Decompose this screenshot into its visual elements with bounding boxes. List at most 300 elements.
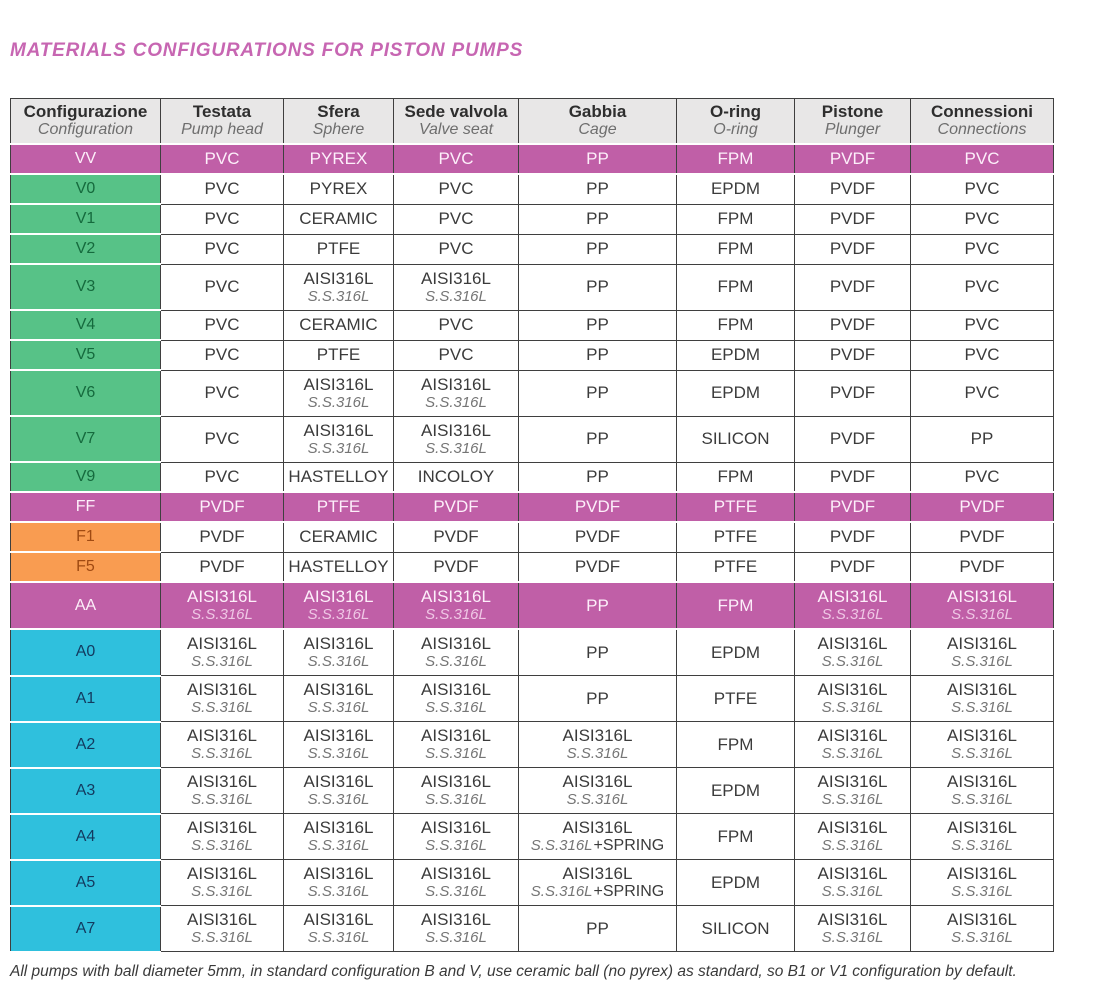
- material-name: PVC: [964, 209, 1000, 228]
- column-header-italian: O-ring: [710, 102, 761, 121]
- header-row: [11, 99, 1054, 145]
- material-name: PTFE: [713, 556, 758, 576]
- material-cell: [677, 906, 795, 952]
- material-cell: [519, 204, 677, 234]
- column-header-english: Plunger: [824, 121, 881, 138]
- material-alt-name: S.S.316L: [821, 653, 884, 670]
- material-cell: [795, 416, 911, 462]
- material-name: FPM: [717, 595, 754, 615]
- material-alt-name: S.S.316L: [821, 837, 884, 854]
- material-alt-name: S.S.316L: [566, 791, 629, 808]
- material-alt-name: S.S.316L: [425, 699, 487, 716]
- material-cell: [284, 174, 394, 204]
- material-cell: [394, 340, 519, 370]
- material-name: PVC: [964, 179, 1000, 199]
- material-cell: [911, 144, 1054, 174]
- material-name: FPM: [717, 277, 754, 296]
- material-name: PVDF: [433, 497, 479, 516]
- material-name: AISI316L: [947, 587, 1017, 606]
- material-name: PVC: [204, 179, 240, 199]
- material-name: PVDF: [829, 556, 876, 576]
- material-name: PVDF: [829, 466, 876, 486]
- material-name: EPDM: [710, 345, 761, 364]
- material-cell: [394, 144, 519, 174]
- material-cell: [394, 722, 519, 768]
- material-cell: [161, 492, 284, 522]
- material-name: PVC: [204, 239, 240, 258]
- material-cell: [161, 234, 284, 264]
- material-alt-name: S.S.316L: [425, 883, 487, 900]
- table-row: [11, 310, 1054, 340]
- material-cell: [795, 582, 911, 629]
- material-cell: [677, 492, 795, 522]
- config-cell: V1: [11, 204, 161, 234]
- material-cell: [677, 144, 795, 174]
- table-row: [11, 582, 1054, 629]
- column-header: [284, 99, 394, 145]
- material-alt-name: S.S.316L: [307, 653, 370, 670]
- material-name: AISI316L: [817, 864, 888, 883]
- material-cell: [394, 264, 519, 310]
- material-alt-name: S.S.316L: [821, 745, 884, 762]
- material-name: AISI316L: [421, 420, 491, 440]
- material-cell: [795, 906, 911, 952]
- material-name: PVC: [204, 429, 240, 448]
- material-alt-name: S.S.316L: [191, 929, 253, 946]
- material-cell: [161, 906, 284, 952]
- column-header: [677, 99, 795, 145]
- material-cell: [677, 264, 795, 310]
- material-cell: [519, 416, 677, 462]
- material-alt-name: S.S.316L: [951, 837, 1013, 854]
- material-cell: [161, 264, 284, 310]
- material-alt-name: S.S.316L: [307, 883, 370, 900]
- material-cell: [519, 310, 677, 340]
- material-name: FPM: [717, 315, 754, 334]
- material-cell: [519, 676, 677, 722]
- material-cell: [284, 860, 394, 906]
- material-name: PVDF: [829, 277, 876, 296]
- material-cell: [795, 492, 911, 522]
- material-name: PVC: [964, 466, 1000, 486]
- material-alt-name: S.S.316L: [425, 791, 487, 808]
- material-cell: [677, 234, 795, 264]
- config-cell: AA: [11, 582, 161, 629]
- table-row: [11, 340, 1054, 370]
- material-name: PVDF: [433, 556, 479, 576]
- material-cell: [911, 310, 1054, 340]
- material-name: AISI316L: [303, 420, 374, 440]
- column-header-english: Sphere: [312, 121, 365, 138]
- material-name: AISI316L: [303, 587, 374, 606]
- material-name: PVDF: [829, 179, 876, 199]
- material-alt-name: S.S.316L: [425, 606, 487, 623]
- material-cell: [795, 860, 911, 906]
- material-cell: [911, 264, 1054, 310]
- config-cell: V2: [11, 234, 161, 264]
- table-row: [11, 552, 1054, 582]
- material-cell: [911, 416, 1054, 462]
- config-cell: V0: [11, 174, 161, 204]
- material-name: PVC: [964, 149, 1000, 168]
- material-alt-name: S.S.316L: [191, 883, 253, 900]
- material-name: PP: [586, 345, 609, 364]
- material-cell: [795, 310, 911, 340]
- material-alt-name: S.S.316L: [191, 745, 253, 762]
- material-cell: [394, 906, 519, 952]
- material-cell: [795, 264, 911, 310]
- material-cell: [795, 676, 911, 722]
- material-name: PVDF: [829, 383, 876, 402]
- material-name: PTFE: [316, 239, 361, 258]
- material-name: AISI316L: [187, 634, 257, 653]
- material-name: PTFE: [713, 527, 758, 547]
- material-cell: [677, 676, 795, 722]
- material-cell: [161, 462, 284, 492]
- material-cell: [795, 629, 911, 676]
- material-name: AISI316L: [817, 818, 888, 837]
- material-cell: [795, 814, 911, 860]
- material-name: AISI316L: [817, 726, 888, 745]
- material-name: AISI316L: [303, 374, 374, 394]
- material-alt-name: S.S.316L: [307, 439, 370, 457]
- material-name: AISI316L: [421, 634, 491, 653]
- material-cell: [911, 204, 1054, 234]
- material-cell: [795, 462, 911, 492]
- material-cell: [911, 234, 1054, 264]
- material-alt-name: S.S.316L: [191, 791, 253, 808]
- material-name: PYREX: [309, 179, 368, 199]
- config-cell: A4: [11, 814, 161, 860]
- material-name: PP: [586, 642, 609, 662]
- config-cell: V4: [11, 310, 161, 340]
- material-name: PP: [586, 918, 609, 938]
- table-row: [11, 629, 1054, 676]
- material-name: AISI316L: [303, 726, 374, 745]
- material-cell: [911, 582, 1054, 629]
- material-cell: [394, 768, 519, 814]
- material-cell: [911, 340, 1054, 370]
- material-name: AISI316L: [947, 680, 1017, 699]
- material-alt-name: S.S.316L: [307, 606, 370, 623]
- material-cell: [161, 370, 284, 416]
- material-name: PVC: [438, 149, 474, 168]
- material-alt-name: S.S.316L: [951, 745, 1013, 762]
- material-name: PP: [586, 239, 609, 258]
- material-name: PVDF: [829, 209, 876, 228]
- material-cell: [677, 814, 795, 860]
- table-row: [11, 204, 1054, 234]
- material-cell: [519, 234, 677, 264]
- material-name: AISI316L: [187, 864, 257, 883]
- material-name: AISI316L: [817, 587, 888, 606]
- material-cell: [911, 629, 1054, 676]
- material-name: PVC: [204, 383, 240, 402]
- material-name: AISI316L: [947, 772, 1017, 791]
- material-name: PVDF: [829, 315, 876, 334]
- table-row: [11, 416, 1054, 462]
- material-cell: [284, 768, 394, 814]
- material-name: CERAMIC: [299, 209, 378, 228]
- material-cell: [161, 144, 284, 174]
- material-name: FPM: [717, 239, 754, 258]
- material-cell: [284, 416, 394, 462]
- material-name: AISI316L: [303, 680, 374, 699]
- material-name: SILICON: [701, 429, 770, 448]
- material-cell: [911, 522, 1054, 552]
- column-header-english: Pump head: [181, 121, 263, 138]
- material-name: AISI316L: [562, 864, 633, 883]
- material-name: AISI316L: [303, 634, 374, 653]
- material-cell: [284, 204, 394, 234]
- material-cell: [677, 860, 795, 906]
- material-name: PVDF: [829, 149, 876, 168]
- material-name: PVDF: [829, 429, 876, 448]
- material-name: PVDF: [959, 556, 1005, 576]
- column-header: [11, 99, 161, 145]
- config-cell: A3: [11, 768, 161, 814]
- material-cell: [394, 310, 519, 340]
- material-name: PVC: [204, 345, 240, 364]
- material-alt-name: S.S.316L: [307, 791, 370, 808]
- material-alt-name: S.S.316L: [425, 393, 487, 411]
- material-cell: [677, 582, 795, 629]
- material-name: PVDF: [574, 527, 621, 547]
- material-cell: [911, 906, 1054, 952]
- material-cell: [284, 492, 394, 522]
- material-name: PVC: [964, 239, 1000, 258]
- material-name: PVC: [204, 466, 240, 486]
- material-name: PVC: [438, 345, 474, 364]
- material-cell: [161, 629, 284, 676]
- material-name: PVDF: [433, 527, 479, 547]
- material-name: PP: [586, 429, 609, 448]
- material-cell: [677, 629, 795, 676]
- material-name: PP: [586, 149, 609, 168]
- material-alt-name: S.S.316L: [951, 699, 1013, 716]
- material-alt-name: S.S.316L: [191, 653, 253, 670]
- config-cell: V5: [11, 340, 161, 370]
- material-name: AISI316L: [947, 864, 1017, 883]
- material-name: PP: [970, 429, 994, 448]
- config-cell: FF: [11, 492, 161, 522]
- material-cell: [394, 814, 519, 860]
- material-name: AISI316L: [421, 910, 491, 929]
- config-cell: V7: [11, 416, 161, 462]
- column-header: [161, 99, 284, 145]
- material-cell: [519, 906, 677, 952]
- material-cell: [519, 144, 677, 174]
- material-name: AISI316L: [562, 818, 633, 837]
- material-name: AISI316L: [187, 680, 257, 699]
- material-cell: [677, 768, 795, 814]
- material-name: AISI316L: [947, 726, 1017, 745]
- material-alt-name: S.S.316L: [425, 439, 487, 457]
- material-cell: [677, 552, 795, 582]
- table-row: [11, 264, 1054, 310]
- config-cell: A5: [11, 860, 161, 906]
- material-name: CERAMIC: [299, 315, 378, 334]
- material-name: PVDF: [199, 497, 245, 516]
- table-row: [11, 144, 1054, 174]
- material-name: AISI316L: [817, 772, 888, 791]
- material-name: PVDF: [829, 497, 876, 516]
- material-alt-name: S.S.316L: [425, 929, 487, 946]
- material-name: PP: [586, 383, 609, 402]
- table-row: [11, 676, 1054, 722]
- material-cell: [284, 370, 394, 416]
- material-name: PVC: [438, 239, 474, 258]
- config-cell: V9: [11, 462, 161, 492]
- material-alt-name: S.S.316L: [307, 837, 370, 854]
- material-name: PTFE: [316, 497, 361, 516]
- material-cell: [161, 814, 284, 860]
- material-name: PP: [586, 466, 609, 486]
- material-name: AISI316L: [562, 772, 633, 791]
- material-name: PP: [586, 209, 609, 228]
- material-cell: [677, 522, 795, 552]
- material-cell: [911, 552, 1054, 582]
- material-name: AISI316L: [947, 818, 1017, 837]
- material-name: AISI316L: [421, 268, 491, 288]
- material-name: PVC: [964, 345, 1000, 364]
- material-alt-name: S.S.316L: [821, 791, 884, 808]
- material-alt-name: S.S.316L: [425, 653, 487, 670]
- material-cell: [284, 310, 394, 340]
- material-cell: [795, 522, 911, 552]
- column-header: [795, 99, 911, 145]
- column-header-italian: Sfera: [317, 102, 360, 121]
- material-name: AISI316L: [421, 680, 491, 699]
- material-cell: [795, 552, 911, 582]
- material-cell: [394, 629, 519, 676]
- column-header-italian: Pistone: [821, 102, 884, 121]
- material-name: FPM: [717, 734, 754, 754]
- table-body: [11, 144, 1054, 952]
- table-row: [11, 722, 1054, 768]
- page-title: MATERIALS CONFIGURATIONS FOR PISTON PUMPS: [10, 40, 524, 61]
- table-row: [11, 906, 1054, 952]
- material-cell: [161, 522, 284, 552]
- material-name: AISI316L: [187, 772, 257, 791]
- material-name: PVC: [964, 277, 1000, 296]
- material-cell: [519, 860, 677, 906]
- table-row: [11, 860, 1054, 906]
- material-cell: [911, 492, 1054, 522]
- material-cell: [795, 144, 911, 174]
- column-header: [394, 99, 519, 145]
- material-name: EPDM: [710, 383, 761, 402]
- material-cell: [161, 676, 284, 722]
- material-cell: [677, 462, 795, 492]
- material-cell: [677, 310, 795, 340]
- material-cell: [394, 462, 519, 492]
- material-name: CERAMIC: [299, 527, 378, 547]
- material-name: PVC: [964, 383, 1000, 402]
- material-cell: [161, 310, 284, 340]
- material-alt-name: S.S.316L: [951, 929, 1013, 946]
- material-name: PP: [586, 315, 609, 334]
- material-cell: [161, 722, 284, 768]
- material-name: PYREX: [309, 149, 368, 168]
- material-name: PP: [586, 277, 609, 296]
- material-name: AISI316L: [421, 772, 491, 791]
- material-name: PVC: [204, 315, 240, 334]
- material-cell: [394, 552, 519, 582]
- material-cell: [284, 906, 394, 952]
- material-name: PP: [586, 595, 609, 615]
- material-cell: [911, 768, 1054, 814]
- materials-configurations-table: [10, 98, 1054, 953]
- material-alt-name: S.S.316L: [951, 606, 1013, 623]
- material-cell: [911, 174, 1054, 204]
- config-cell: V6: [11, 370, 161, 416]
- material-cell: [677, 416, 795, 462]
- material-cell: [519, 768, 677, 814]
- material-name: PVDF: [199, 556, 245, 576]
- table-row: [11, 370, 1054, 416]
- table-row: [11, 174, 1054, 204]
- material-cell: [284, 522, 394, 552]
- material-cell: [284, 552, 394, 582]
- material-cell: [284, 340, 394, 370]
- material-cell: [795, 340, 911, 370]
- material-name: AISI316L: [187, 587, 257, 606]
- material-alt-name: S.S.316L: [821, 929, 884, 946]
- material-alt-name: S.S.316L: [191, 837, 253, 854]
- material-cell: [394, 416, 519, 462]
- material-cell: [795, 174, 911, 204]
- material-cell: [677, 340, 795, 370]
- material-cell: [284, 676, 394, 722]
- config-cell: F5: [11, 552, 161, 582]
- material-name: PVC: [438, 209, 474, 228]
- material-name: AISI316L: [303, 864, 374, 883]
- material-cell: [161, 416, 284, 462]
- material-name: PTFE: [713, 688, 758, 708]
- material-alt-name: S.S.316L: [191, 606, 253, 623]
- material-cell: [519, 722, 677, 768]
- table-row: [11, 234, 1054, 264]
- material-name: PVDF: [959, 497, 1005, 516]
- material-alt-name: S.S.316L: [307, 699, 370, 716]
- config-cell: A0: [11, 629, 161, 676]
- material-cell: [394, 522, 519, 552]
- material-name: PVDF: [574, 556, 621, 576]
- material-alt-name: S.S.316L: [530, 883, 593, 900]
- material-cell: [284, 629, 394, 676]
- material-name: AISI316L: [187, 818, 257, 837]
- material-name: PVDF: [574, 497, 621, 516]
- material-name: HASTELLOY: [288, 556, 389, 576]
- material-cell: [911, 370, 1054, 416]
- material-cell: [284, 144, 394, 174]
- table-row: [11, 492, 1054, 522]
- material-cell: [677, 174, 795, 204]
- material-name: PP: [586, 688, 609, 708]
- material-name: PVC: [204, 209, 240, 228]
- material-name: PVC: [204, 149, 240, 168]
- material-name: AISI316L: [421, 864, 491, 883]
- material-name: PVC: [438, 179, 474, 199]
- material-cell: [284, 722, 394, 768]
- table-header: [11, 99, 1054, 145]
- material-name: AISI316L: [947, 910, 1017, 929]
- column-header-english: Valve seat: [418, 121, 494, 138]
- column-header: [911, 99, 1054, 145]
- material-name: PVDF: [199, 527, 245, 547]
- material-cell: [161, 204, 284, 234]
